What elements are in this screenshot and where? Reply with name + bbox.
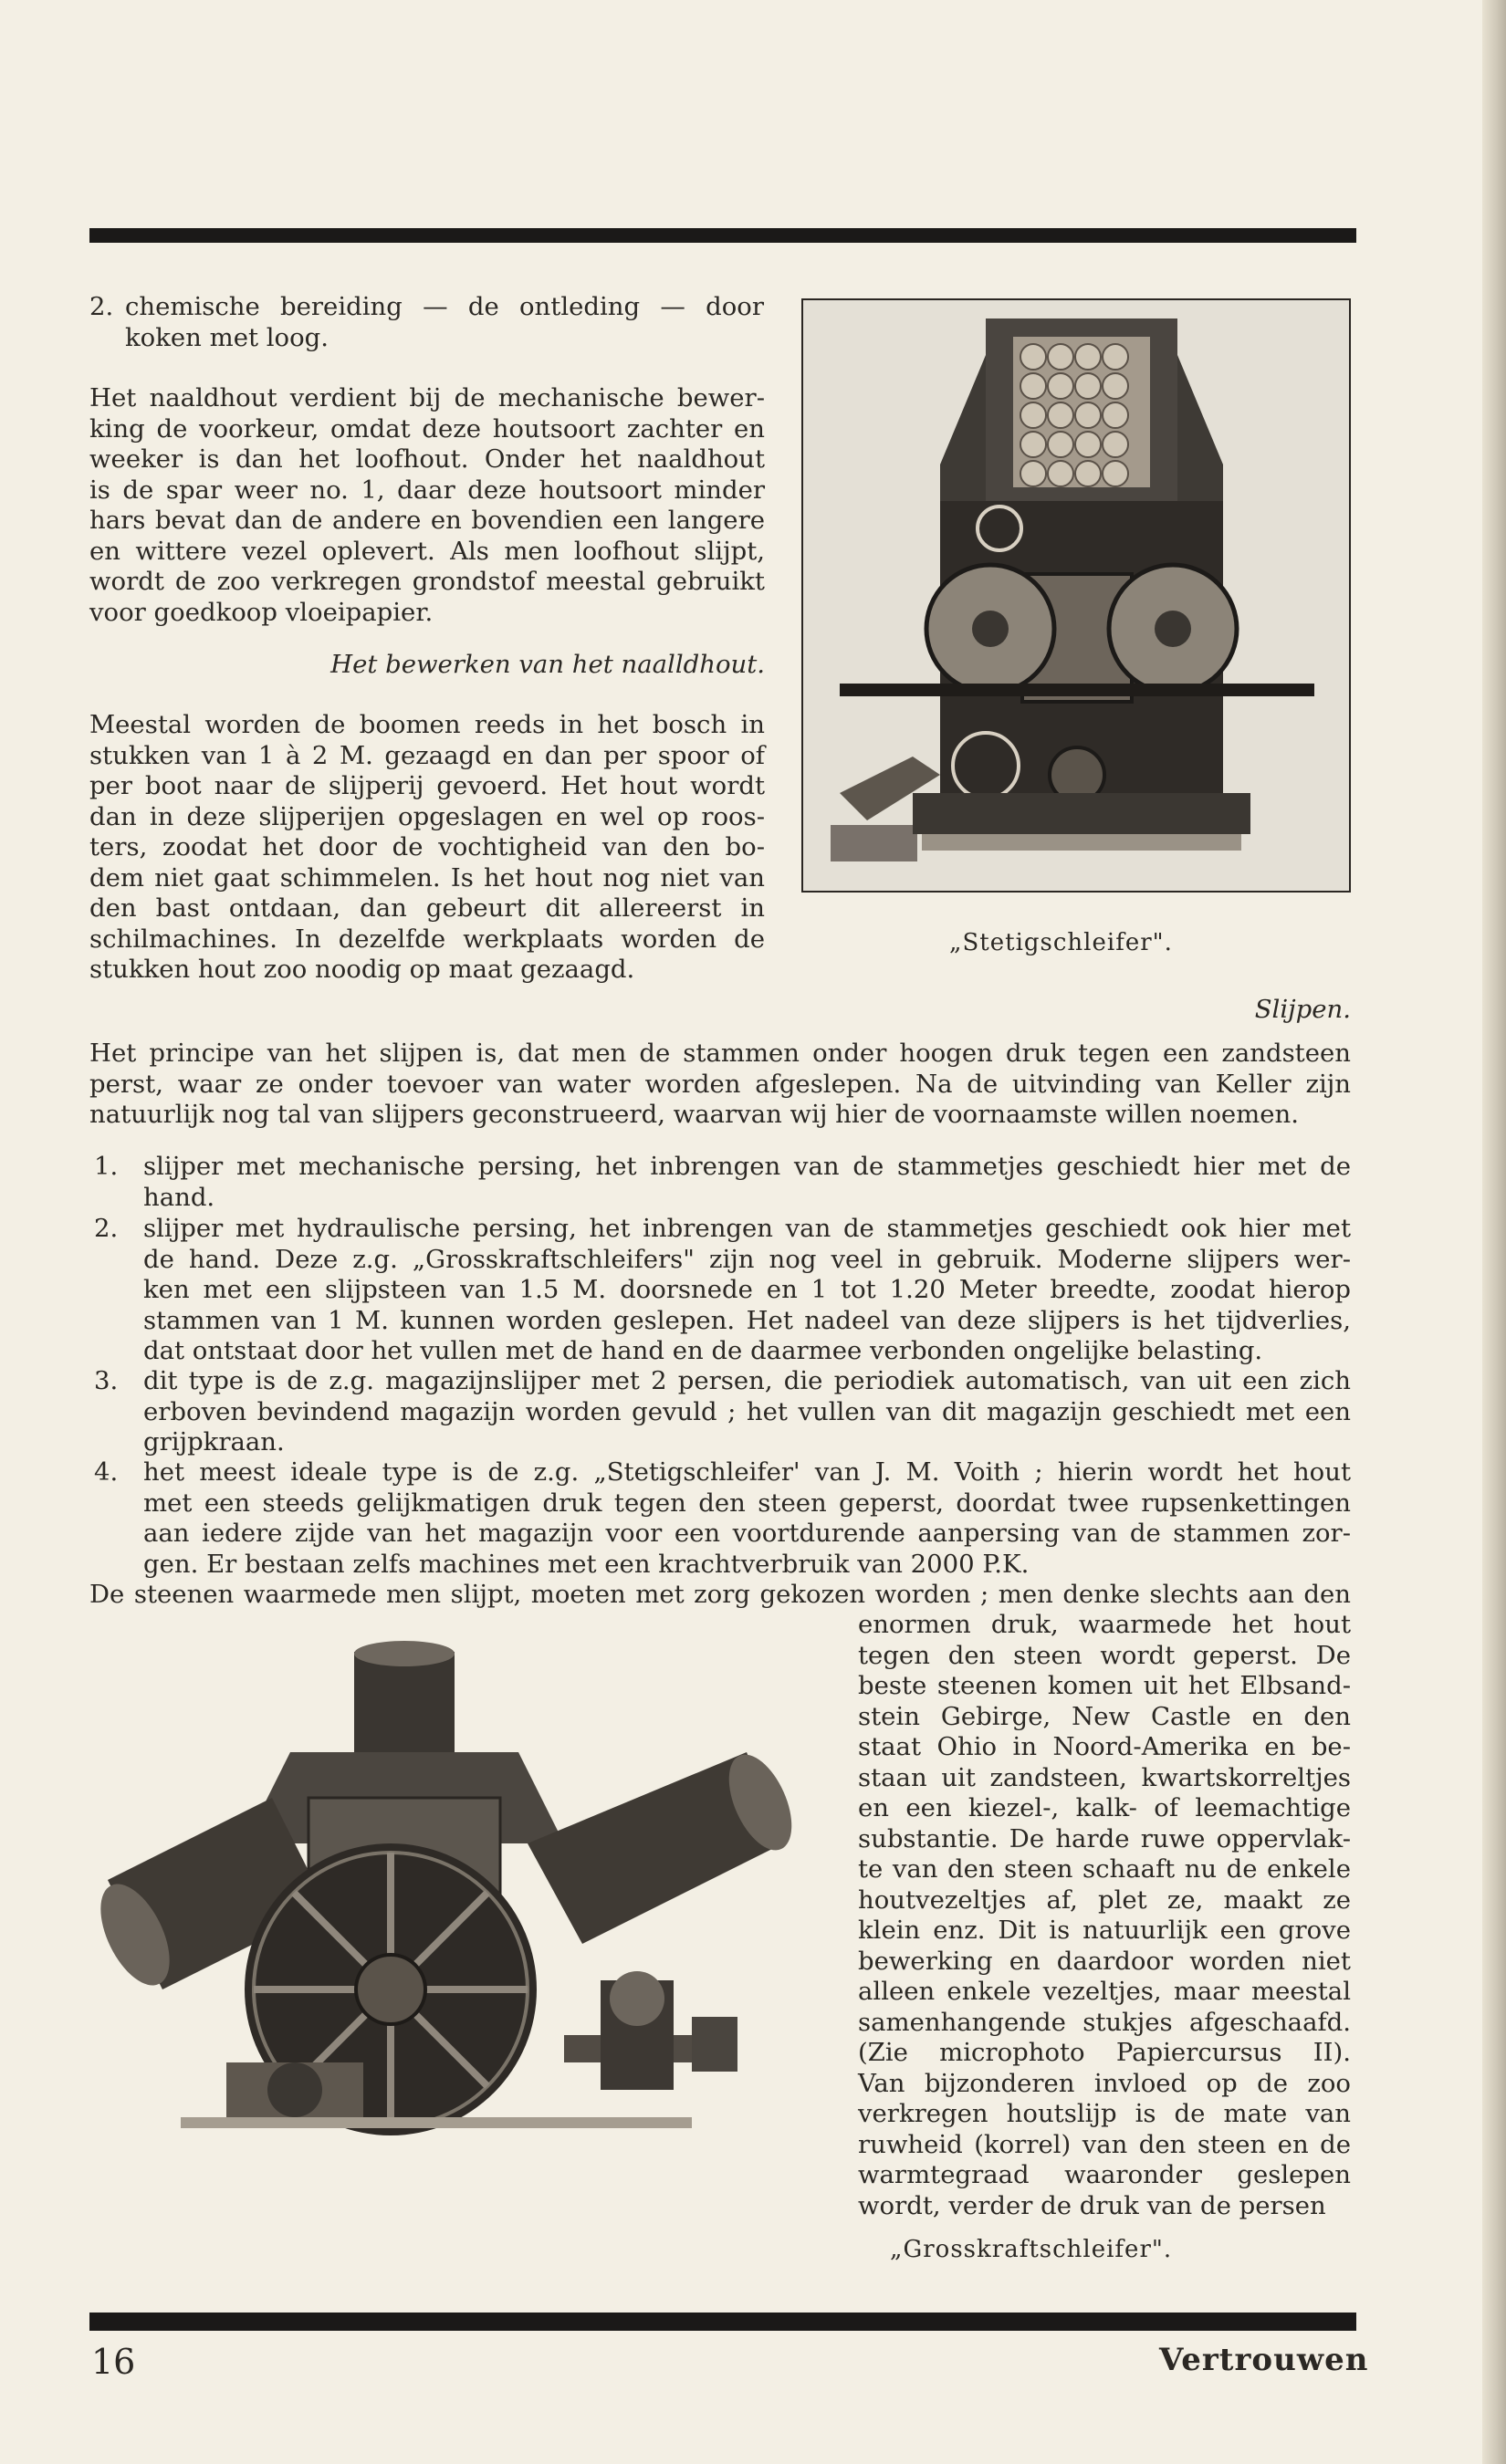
bottom-rule: [89, 2313, 1356, 2331]
paragraph-naaldhout: Het naaldhout verdient bij de mechanische bewer- king de voorkeur, omdat deze houtsoort zachter en weeker is dan het loofhout. Onder het naaldhout is de spar weer no. 1, daar deze houtsoort minder hars bevat dan de andere en bovendien een langere en wittere vezel oplevert. Als men loofhout slijpt, wordt de zoo verkregen grondstof meestal gebruikt voor goedkoop vloeipapier.: [89, 383, 765, 627]
list-item-4: het meest ideale type is de z.g. „Stetigschleifer' van J. M. Voith ; hierin wordt het hout met een steeds gelijkmatigen druk tegen den steen geperst, doordat twee rupsenkettingen aan iedere zijde van het magazijn voor een voortdurende aanpersing van de stammen zor- gen. Er bestaan zelfs machines met een krachtverbruik van 2000 P.K.: [143, 1457, 1351, 1579]
list-item-3: dit type is de z.g. magazijnslijper met 2 persen, die periodiek automatisch, van uit een zich erboven bevindend magazijn worden gevuld ; het vullen van dit magazijn geschiedt met een grijpkraan.: [143, 1366, 1351, 1456]
list-item-2: slijper met hydraulische persing, het inbrengen van de stammetjes geschiedt ook hier met de hand. Deze z.g. „Grosskraftschleifers" zijn nog veel in gebruik. Moderne slijpers wer- ken met een slijpsteen van 1.5 M. doorsnede en 1 tot 1.20 Meter breedte, zoodat hierop stammen van 1 M. kunnen worden geslepen. Het nadeel van deze slijpers is het tijdverlies, dat ontstaat door het vullen met de hand en de daarmee verbonden ongelijke belasting.: [143, 1214, 1351, 1365]
section-heading-slijpen: Slijpen.: [1254, 995, 1351, 1024]
journal-name: Vertrouwen: [1159, 2342, 1369, 2378]
list-number: 2.: [94, 1214, 119, 1243]
grosskraftschleifer-machine-photo-icon: [89, 1634, 820, 2145]
figure-caption-stetigschleifer: „Stetigschleifer".: [949, 929, 1173, 956]
list-item-1: slijper met mechanische persing, het inbrengen van de stammetjes geschiedt hier met de hand.: [143, 1152, 1351, 1212]
list-number: 3.: [94, 1366, 119, 1395]
list-number: 4.: [94, 1457, 119, 1487]
subheading-bewerken: Het bewerken van het naalldhout.: [330, 650, 765, 679]
stetigschleifer-machine-photo-icon: [801, 298, 1351, 893]
item-2-text: chemische bereiding — de ontleding — door koken met loog.: [125, 292, 764, 352]
page-edge: [1482, 0, 1506, 2464]
figure-caption-grosskraftschleifer: „Grosskraftschleifer".: [890, 2236, 1173, 2263]
paragraph-steenen-first-line: De steenen waarmede men slijpt, moeten met zorg gekozen worden ; men denke slechts aan den: [89, 1580, 1351, 1609]
top-rule: [89, 228, 1356, 243]
item-number: 2.: [89, 292, 114, 321]
paragraph-steenen-column: enormen druk, waarmede het hout tegen den steen wordt geperst. De beste steenen komen uit het Elbsand- stein Gebirge, New Castle en den staat Ohio in Noord-Amerika en be- staan uit zandsteen, kwartskorreltjes en een kiezel-, kalk- of leemachtige substantie. De harde ruwe oppervlak- te van den steen schaaft nu de enkele houtvezeltjes af, plet ze, maakt ze klein enz. Dit is natuurlijk een grove bewerking en daardoor worden niet alleen enkele vezeltjes, maar meestal samenhangende stukjes afgeschaafd. (Zie microphoto Papiercursus II). Van bijzonderen invloed op de zoo verkregen houtslijp is de mate van ruwheid (korrel) van den steen en de warmtegraad waaronder geslepen wordt, verder de druk van de persen: [858, 1610, 1351, 2220]
paragraph-principe: Het principe van het slijpen is, dat men de stammen onder hoogen druk tegen een zandsteen perst, waar ze onder toevoer van water worden afgeslepen. Na de uitvinding van Keller zijn natuurlijk nog tal van slijpers geconstrueerd, waarvan wij hier de voornaamste willen noemen.: [89, 1039, 1351, 1129]
paragraph-bewerken: Meestal worden de boomen reeds in het bosch in stukken van 1 à 2 M. gezaagd en dan per spoor of per boot naar de slijperij gevoerd. Het hout wordt dan in deze slijperijen opgeslagen en wel op roos- ters, zoodat het door de vochtigheid van den bo- dem niet gaat schimmelen. Is het hout nog niet van den bast ontdaan, dan gebeurt dit allereerst in schilmachines. In dezelfde werkplaats worden de stukken hout zoo noodig op maat gezaagd.: [89, 710, 765, 984]
list-number: 1.: [94, 1152, 119, 1181]
page-number: 16: [91, 2342, 136, 2382]
